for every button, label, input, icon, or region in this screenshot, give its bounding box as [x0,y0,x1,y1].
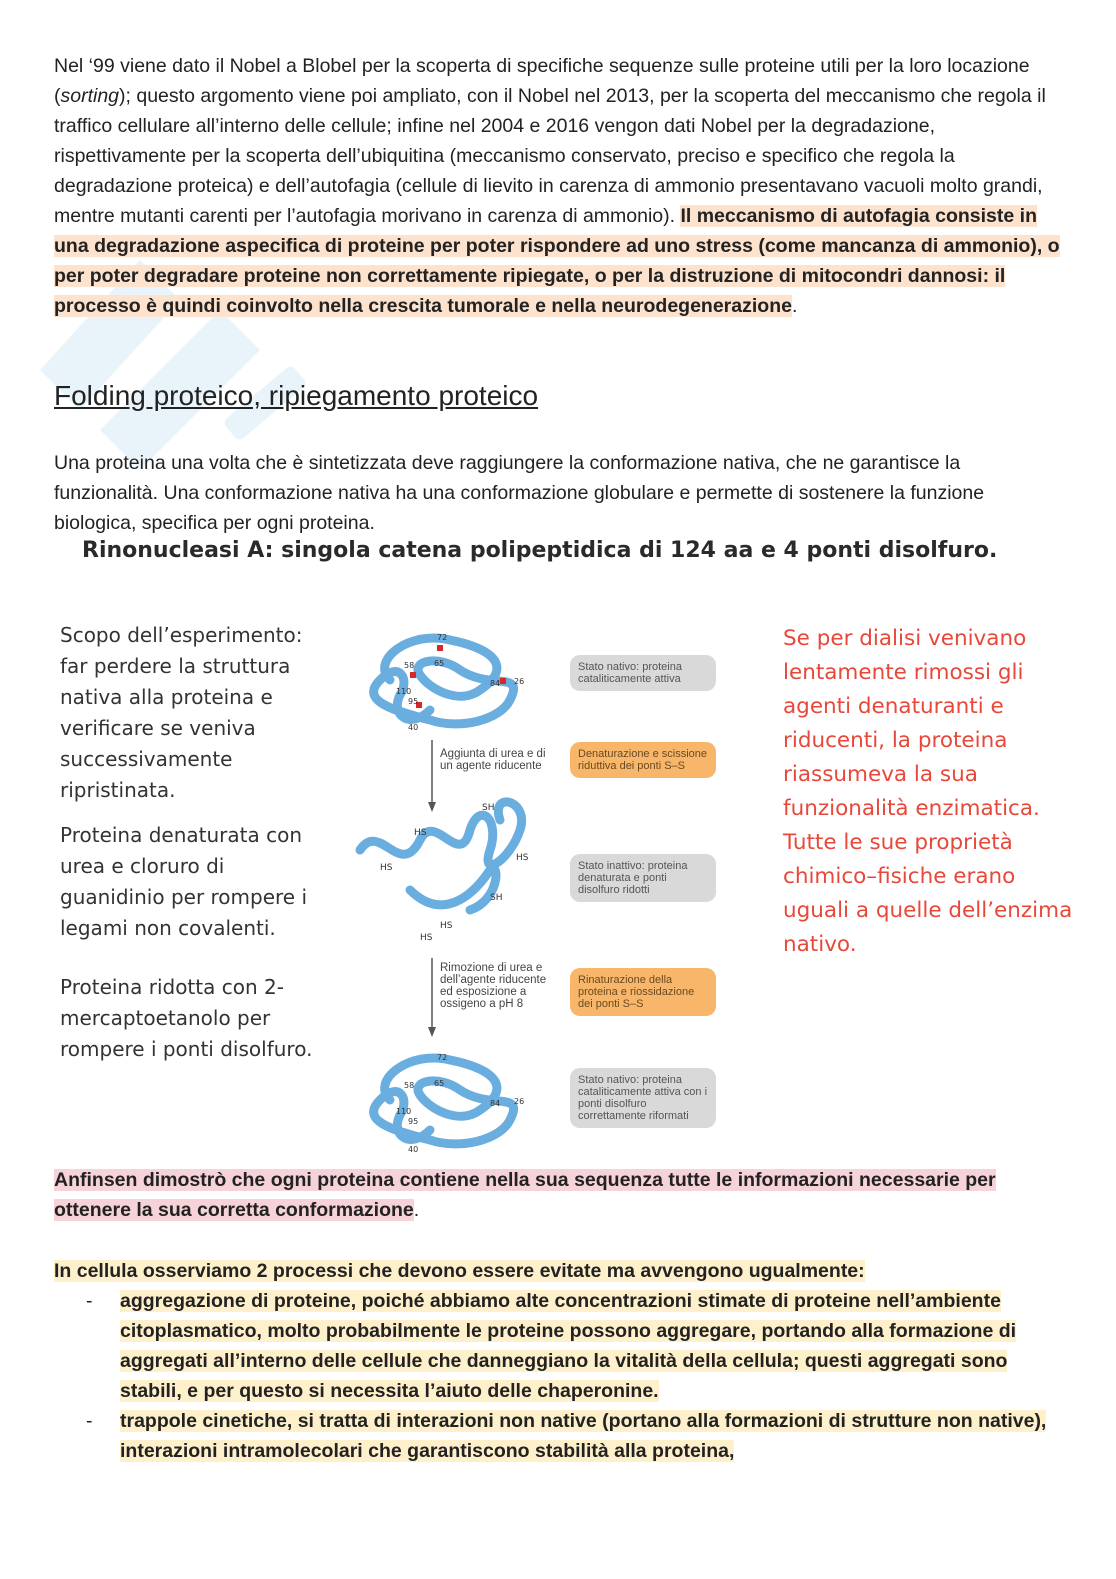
label-65-top: 65 [434,659,445,668]
label-95-top: 95 [408,697,419,706]
figure-right-note: Se per dialisi venivano lentamente rimossi gli agenti denaturanti e riducenti, la proteina riassumeva la sua funzionalità enzimatica. Tutte le sue proprietà chimico–fisiche erano uguali a quelle dell’enzima nativo. [783,626,1073,957]
figure-title: Rinonucleasi A: singola catena polipeptidica di 124 aa e 4 ponti disolfuro. [82,538,998,563]
label-40-bottom: 40 [408,1145,419,1154]
processes-intro-text: In cellula osserviamo 2 processi che devono essere evitate ma avvengono ugualmente: [54,1260,865,1282]
processes-intro [54,1256,1064,1286]
intro-end: . [791,295,798,317]
intro-paragraph [54,51,1064,321]
box-native-final: Stato nativo: proteina cataliticamente attiva con i ponti disolfuro correttamente riformati [570,1068,716,1128]
box-denaturation: Denaturazione e scissione riduttiva dei ponti S–S [570,742,716,778]
list-item-kinetic-traps: trappole cinetiche, si tratta di interazioni non native (portano alla formazioni di strutture non native), interazioni intramolecolari che garantiscono stabilità alla proteina, [120,1410,1047,1462]
label-hs-4: HS [440,921,453,931]
label-72-bottom: 72 [437,1053,448,1062]
label-58-top: 58 [404,661,415,670]
label-110-top: 110 [396,687,412,696]
autophagy-highlight: Il meccanismo di autofagia consiste in una degradazione aspecifica di proteine per poter rispondere ad uno stress (come mancanza di ammonio), o per poter degradare proteine non correttamente ripiegate, o per la distruzione di mitocondri dannosi: il processo è quindi coinvolto nella crescita tumorale e nella neurodegenerazione [54,205,1060,317]
intro-emphasis: sorting [60,85,120,107]
list-item-aggregation: aggregazione di proteine, poiché abbiamo alte concentrazioni stimate di proteine nell’ambiente citoplasmatico, molto probabilmente le proteine possono aggregare, portando alla formazione di aggregati all’interno delle cellule che danneggiano la vitalità della cellula; questi aggregati sono stabili, e per questo si necessita l’aiuto delle chaperonine. [120,1290,1017,1402]
label-hs-3: HS [516,853,529,863]
label-40-top: 40 [408,723,419,732]
label-sh-1: SH [482,803,495,813]
intro-text-a: Nel ‘99 viene dato il Nobel a Blobel per la scoperta di specifiche sequenze sulle proteine utili per la loro locazione ( [54,55,1030,107]
label-84-bottom: 84 [490,1099,501,1108]
figure-left-aim: Scopo dell’esperimento: far perdere la struttura nativa alla proteina e verificare se veniva successivamente ripristinata. [60,623,303,802]
label-58-bottom: 58 [404,1081,415,1090]
label-hs-2: HS [380,863,393,873]
label-hs-5: HS [420,933,433,943]
figure-left-reduce: Proteina ridotta con 2-mercaptoetanolo per rompere i ponti disolfuro. [60,975,313,1061]
section-title: Folding proteico, ripiegamento proteico [54,380,539,411]
label-65-bottom: 65 [434,1079,445,1088]
list-item [54,1406,1064,1466]
anfinsen-end: . [413,1199,420,1221]
label-110-bottom: 110 [396,1107,412,1116]
list-bullet: - [86,1410,93,1432]
box-native-state: Stato nativo: proteina cataliticamente attiva [570,655,716,691]
step-remove-urea: Rimozione di urea e dell’agente riducente ed esposizione a ossigeno a pH 8 [440,962,547,1010]
label-72-top: 72 [437,633,448,642]
label-hs-1: HS [414,828,427,838]
step-add-urea: Aggiunta di urea e di un agente riducente [440,748,546,772]
box-inactive-state: Stato inattivo: proteina denaturata e ponti disolfuro ridotti [570,854,716,902]
intro-text-b: ); questo argomento viene poi ampliato, con il Nobel nel 2013, per la scoperta del meccanismo che regola il traffico cellulare all’interno delle cellule; infine nel 2004 e 2016 vengon dati Nobel per la degradazione, rispettivamente per la scoperta dell’ubiquitina (meccanismo conservato, preciso e specifico che regola la degradazione proteica) e dell’autofagia (cellule di lievito in carenza di ammonio presentavano vacuoli molto grandi, mentre mutanti carenti per l’autofagia morivano in carenza di ammonio). [54,85,1046,227]
label-26-top: 26 [514,677,525,686]
list-item [54,1286,1064,1406]
label-84-top: 84 [490,679,501,688]
label-95-bottom: 95 [408,1117,419,1126]
box-renaturation: Rinaturazione della proteina e riossidazione dei ponti S–S [570,968,716,1016]
figure-left-denature: Proteina denaturata con urea e cloruro di guanidinio per rompere i legami non covalenti. [60,823,308,940]
label-26-bottom: 26 [514,1097,525,1106]
processes-list [54,1286,1064,1466]
list-bullet: - [86,1290,93,1312]
label-sh-2: SH [490,893,503,903]
anfinsen-highlight: Anfinsen dimostrò che ogni proteina contiene nella sua sequenza tutte le informazioni necessarie per ottenere la sua corretta conformazione [54,1169,996,1221]
folding-paragraph: Una proteina una volta che è sintetizzata deve raggiungere la conformazione nativa, che ne garantisce la funzionalità. Una conformazione nativa ha una conformazione globulare e permette di sostenere la funzione biologica, specifica per ogni proteina. [54,452,985,534]
anfinsen-paragraph [54,1165,1014,1225]
